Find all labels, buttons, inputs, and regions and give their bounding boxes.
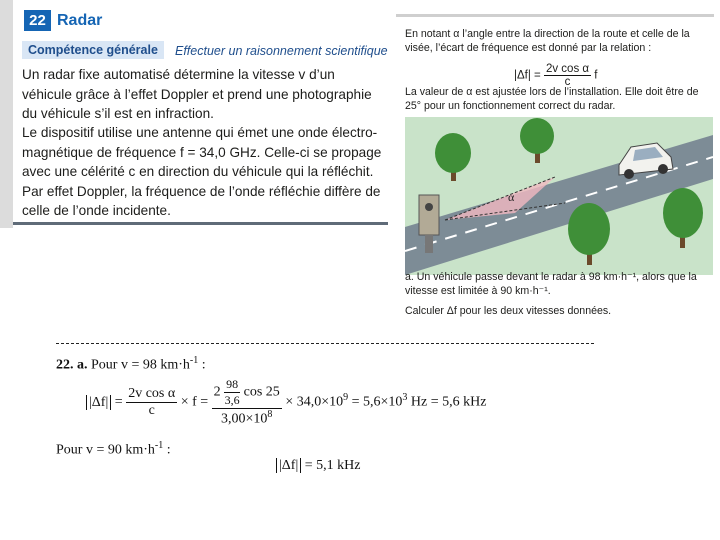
general-numerator: 2v cos α bbox=[128, 385, 176, 401]
result-value: = 5,6×10 bbox=[348, 394, 403, 410]
delta-f-abs: |Δf| bbox=[86, 395, 111, 410]
factor-two: 2 bbox=[213, 384, 221, 400]
speed-conversion-fraction bbox=[224, 377, 240, 408]
formula-rhs: f bbox=[594, 69, 598, 82]
unit-exponent-90: -1 bbox=[154, 440, 164, 451]
competence-badge: Compétence générale bbox=[22, 41, 164, 59]
formula-lhs: |Δf| = bbox=[514, 69, 541, 82]
frequency-exponent: 9 bbox=[343, 391, 349, 403]
light-speed: 3,00×10 bbox=[221, 411, 268, 427]
exercise-panel bbox=[0, 0, 390, 228]
final-result bbox=[276, 458, 361, 474]
speed-value: 98 bbox=[226, 377, 239, 391]
solution-colon-98: : bbox=[198, 357, 206, 373]
figure-intro: En notant α l’angle entre la direction de la route et celle de la visée, l’écart de fréquence est donné par la relation : bbox=[405, 28, 690, 54]
exercise-title: Radar bbox=[57, 12, 103, 29]
angle-alpha-label: α bbox=[508, 190, 515, 204]
question-calc: Calculer Δf pour les deux vitesses données. bbox=[405, 305, 612, 317]
angle-note: La valeur de α est ajustée lors de l’installation. Elle doit être de 25° pour un fonctionnement correct du radar. bbox=[405, 86, 699, 112]
solution-colon-90: : bbox=[163, 442, 171, 458]
general-fraction bbox=[126, 386, 177, 419]
question-a: a. Un véhicule passe devant le radar à 98 km·h⁻¹, alors que la vitesse est limitée à 90 km·h⁻¹. bbox=[405, 271, 697, 297]
formula-denominator: c bbox=[564, 76, 571, 88]
equals-sign: = bbox=[114, 394, 123, 410]
cos-term: cos 25 bbox=[243, 384, 280, 400]
numeric-fraction bbox=[212, 377, 282, 428]
solution-line-90 bbox=[56, 440, 171, 459]
solution-speed-90: Pour v = 90 km·h bbox=[56, 442, 155, 458]
conversion-factor: 3,6 bbox=[224, 393, 240, 407]
numeric-denominator bbox=[212, 409, 282, 428]
light-speed-exponent: 8 bbox=[267, 409, 273, 420]
competence-text: Effectuer un raisonnement scientifique bbox=[175, 44, 388, 58]
exercise-paragraph-1: Un radar fixe automatisé détermine la vitesse v d’un véhicule grâce à l’effet Doppler et prend une photographie du véhicule s’il est en infraction. bbox=[22, 67, 372, 121]
radar-post bbox=[425, 235, 433, 253]
formula-numerator: 2v cos α bbox=[545, 63, 590, 75]
final-value: = 5,1 kHz bbox=[301, 458, 361, 473]
solution-label: 22. a. bbox=[56, 357, 88, 373]
solution-speed-98: Pour v = 98 km·h bbox=[91, 357, 190, 373]
dashed-separator bbox=[56, 343, 594, 344]
radar-road-illustration bbox=[405, 117, 713, 275]
final-delta-f-abs: |Δf| bbox=[276, 458, 301, 473]
solution-equation bbox=[86, 377, 686, 439]
margin-bar bbox=[0, 0, 13, 228]
numeric-numerator bbox=[212, 377, 282, 409]
exercise-paragraph-2: Le dispositif utilise une antenne qui émet une onde électro-magnétique de fréquence f = 34,0 GHz. Celle-ci se propage avec une célérité c en direction du véhicule qui la réfléchit. Par effet Doppler, la fréquence de l’onde réfléchie diffère de celle de l’onde incidente. bbox=[22, 125, 382, 218]
frequency-factor: × 34,0×10 bbox=[285, 394, 344, 410]
exercise-number: 22 bbox=[24, 10, 51, 31]
result-unit: Hz = 5,6 kHz bbox=[407, 394, 487, 410]
figure-top-rule bbox=[396, 14, 714, 17]
panel-divider bbox=[13, 222, 388, 225]
unit-exponent-98: -1 bbox=[189, 355, 199, 366]
result-exponent: 3 bbox=[402, 391, 408, 403]
radar-lens bbox=[425, 203, 433, 211]
times-f: × f = bbox=[180, 394, 209, 410]
figure-panel bbox=[396, 14, 716, 320]
solution-line-98 bbox=[56, 355, 206, 374]
radar-box bbox=[419, 195, 439, 235]
general-denominator: c bbox=[148, 402, 155, 418]
